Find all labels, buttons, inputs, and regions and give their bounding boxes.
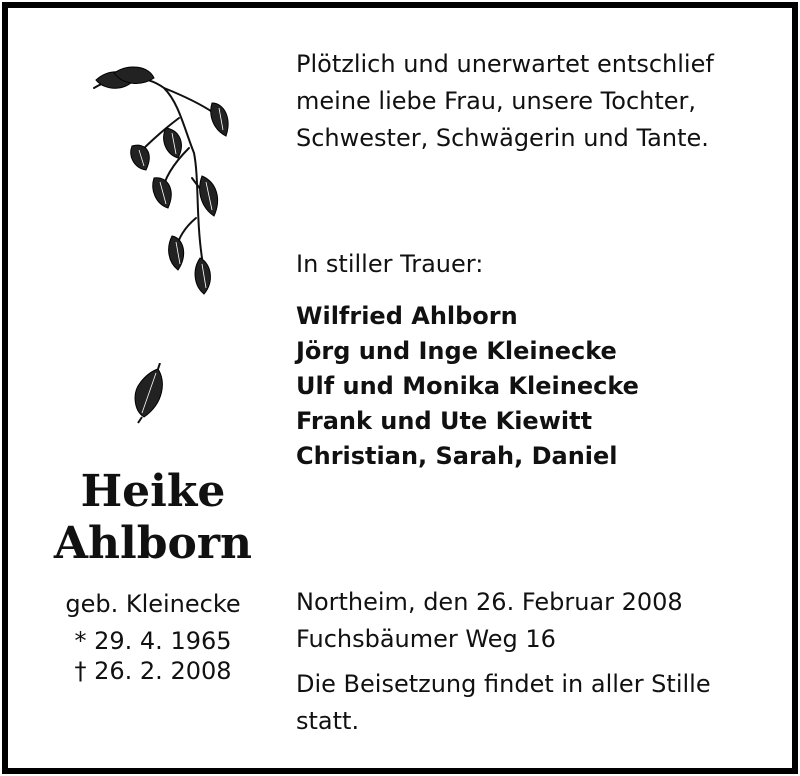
- place-date: Northeim, den 26. Februar 2008: [296, 588, 683, 616]
- funeral-line: statt.: [296, 707, 360, 735]
- intro-line: meine liebe Frau, unsere Tochter,: [296, 87, 697, 115]
- maiden-name-block: [8, 586, 298, 623]
- address: Fuchsbäumer Weg 16: [296, 625, 556, 653]
- birch-branch-icon: [84, 58, 244, 303]
- mourner-item: Wilfried Ahlborn: [296, 302, 518, 330]
- obituary-notice: [2, 2, 798, 774]
- mourning-heading-block: [296, 246, 483, 283]
- death-date: † 26. 2. 2008: [74, 657, 232, 685]
- mourner-item: Christian, Sarah, Daniel: [296, 442, 618, 470]
- falling-leaf-icon: [126, 363, 170, 425]
- deceased-first-name: Heike: [80, 466, 226, 517]
- intro-line: Schwester, Schwägerin und Tante.: [296, 124, 709, 152]
- maiden-name: geb. Kleinecke: [65, 590, 241, 618]
- deceased-last-name: Ahlborn: [53, 518, 253, 569]
- left-column: [8, 8, 288, 768]
- intro-text: [296, 46, 714, 157]
- birth-date: * 29. 4. 1965: [74, 627, 232, 655]
- mourner-item: Frank und Ute Kiewitt: [296, 407, 593, 435]
- funeral-line: Die Beisetzung findet in aller Stille: [296, 670, 711, 698]
- funeral-note: [296, 666, 756, 740]
- intro-line: Plötzlich und unerwartet entschlief: [296, 50, 714, 78]
- place-and-address: [296, 584, 683, 658]
- deceased-name: [8, 466, 298, 570]
- life-dates: [8, 626, 298, 686]
- mourning-heading: In stiller Trauer:: [296, 250, 484, 278]
- right-column: [296, 8, 776, 768]
- mourners-list: [296, 299, 639, 474]
- mourner-item: Jörg und Inge Kleinecke: [296, 337, 617, 365]
- mourner-item: Ulf und Monika Kleinecke: [296, 372, 639, 400]
